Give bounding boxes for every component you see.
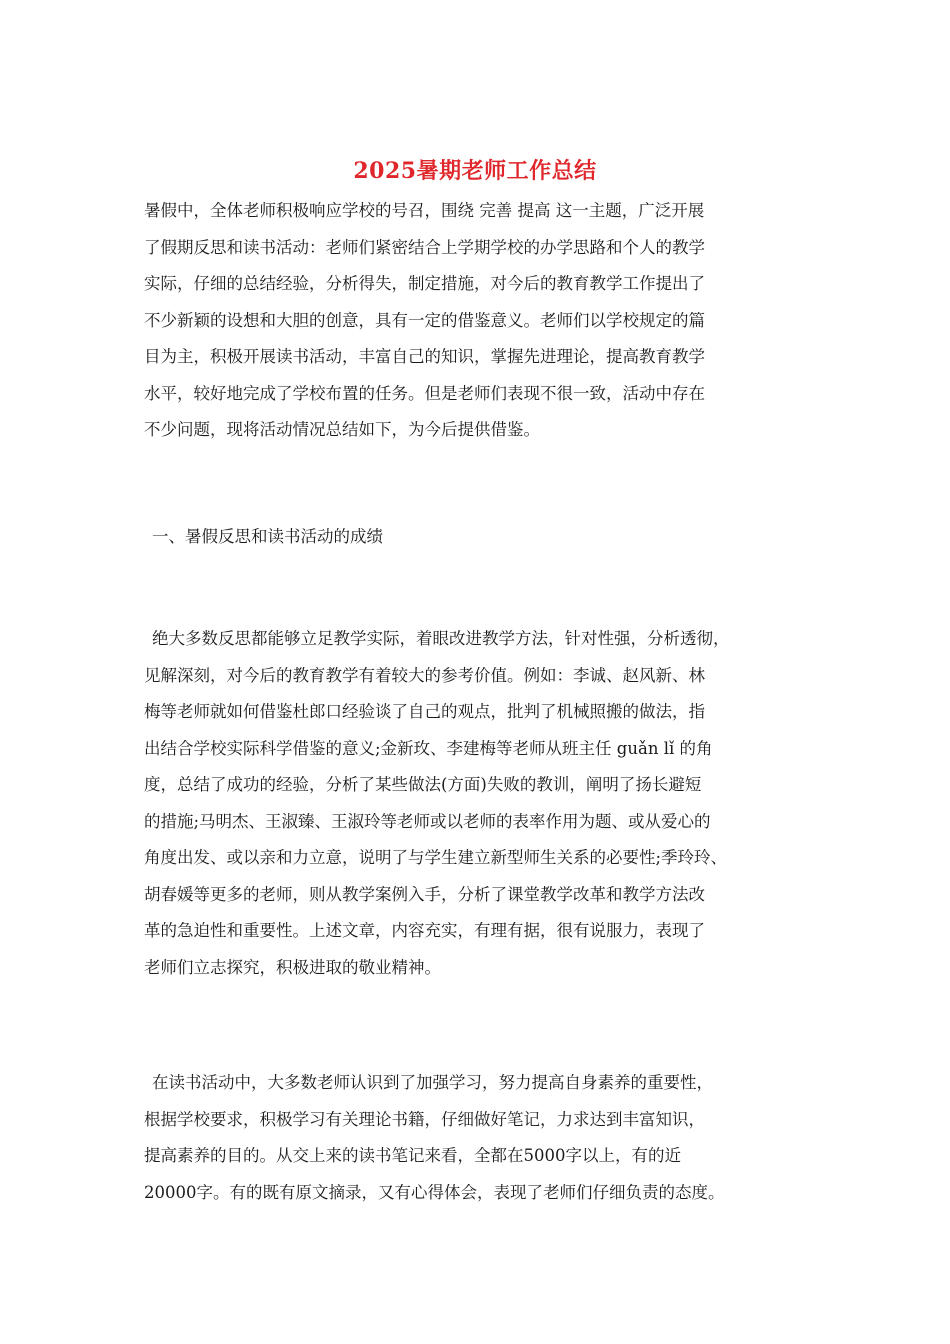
text-line: 了假期反思和读书活动：老师们紧密结合上学期学校的办学思路和个人的教学 <box>144 237 705 257</box>
section-heading <box>152 519 842 556</box>
document-title: 2025暑期老师工作总结 <box>353 158 597 184</box>
text-line: 革的急迫性和重要性。上述文章，内容充实，有理有据，很有说服力，表现了 <box>144 921 705 940</box>
text-line: 老师们立志探究，积极进取的敬业精神。 <box>144 957 441 977</box>
text-line: 暑假中，全体老师积极响应学校的号召，围绕 完善 提高 这一主题，广泛开展 <box>144 201 705 220</box>
text-line: 实际，仔细的总结经验，分析得失，制定措施，对今后的教育教学工作提出了 <box>144 274 705 293</box>
text-line: 见解深刻，对今后的教育教学有着较大的参考价值。例如：李诚、赵风新、林 <box>144 665 705 685</box>
section1-paragraph-1 <box>144 621 834 986</box>
text-line: 在读书活动中，大多数老师认识到了加强学习，努力提高自身素养的重要性， <box>152 1073 713 1092</box>
text-line: 胡春媛等更多的老师，则从教学案例入手，分析了课堂教学改革和教学方法改 <box>144 884 705 904</box>
text-line: 不少问题，现将活动情况总结如下，为今后提供借鉴。 <box>144 420 540 439</box>
text-line: 的措施;马明杰、王淑臻、王淑玲等老师或以老师的表率作用为题、或从爱心的 <box>144 811 711 831</box>
text-line: 目为主，积极开展读书活动，丰富自己的知识，掌握先进理论，提高教育教学 <box>144 347 705 366</box>
text-line: 不少新颖的设想和大胆的创意，具有一定的借鉴意义。老师们以学校规定的篇 <box>144 310 705 330</box>
text-line: 角度出发、或以亲和力立意，说明了与学生建立新型师生关系的必要性;季玲玲、 <box>144 848 728 867</box>
section-heading-text: 一、暑假反思和读书活动的成绩 <box>152 527 383 546</box>
text-line: 提高素养的目的。从交上来的读书笔记来看，全都在5000字以上，有的近 <box>144 1146 681 1165</box>
text-line: 根据学校要求，积极学习有关理论书籍，仔细做好笔记，力求达到丰富知识， <box>144 1109 705 1129</box>
text-line: 出结合学校实际科学借鉴的意义;金新玫、李建梅等老师从班主任 guǎn lǐ 的角 <box>144 738 713 758</box>
section1-paragraph-2 <box>144 1065 834 1211</box>
text-line: 20000字。有的既有原文摘录，又有心得体会，表现了老师们仔细负责的态度。 <box>144 1182 725 1202</box>
text-line: 梅等老师就如何借鉴杜郎口经验谈了自己的观点，批判了机械照搬的做法，指 <box>144 702 705 721</box>
text-line: 绝大多数反思都能够立足教学实际，着眼改进教学方法，针对性强，分析透彻， <box>152 629 730 648</box>
intro-paragraph <box>144 193 834 449</box>
text-line: 度，总结了成功的经验，分析了某些做法(方面)失败的教训，阐明了扬长避短 <box>144 775 702 794</box>
text-line: 水平，较好地完成了学校布置的任务。但是老师们表现不很一致，活动中存在 <box>144 383 705 403</box>
